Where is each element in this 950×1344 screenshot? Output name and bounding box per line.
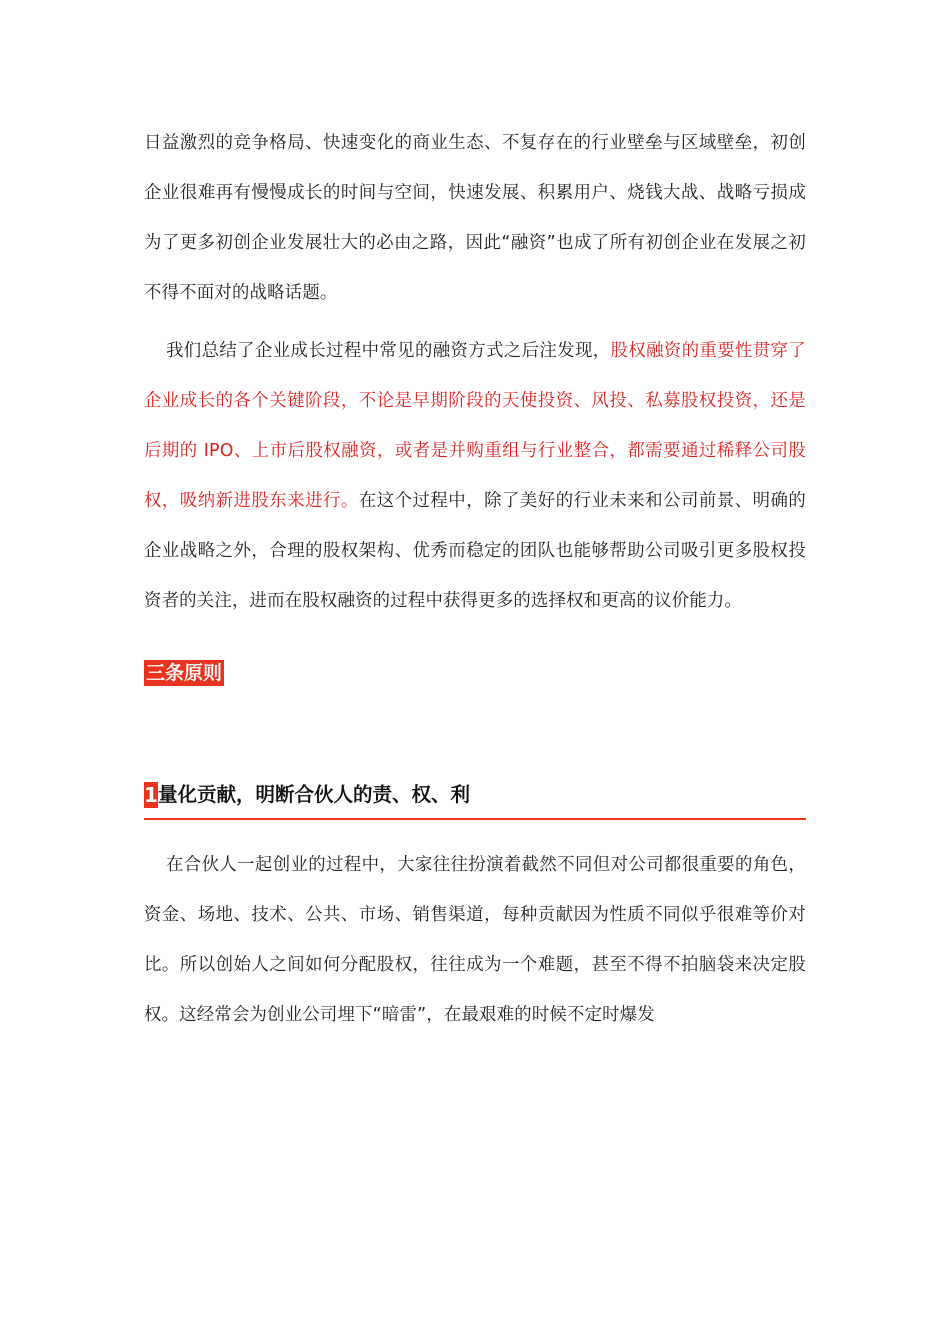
summary-lead: 我们总结了企业成长过程中常见的融资方式之后注发现， — [166, 341, 611, 361]
intro-paragraph: 日益激烈的竞争格局、快速变化的商业生态、不复存在的行业壁垒与区域壁垒，初创企业很难再有慢慢成长的时间与空间，快速发展、积累用户、烧钱大战、战略亏损成为了更多初创企业发展壮大的必由之路，因此“融资”也成了所有初创企业在发展之初不得不面对的战略话题。 — [144, 133, 806, 303]
article-body — [144, 118, 806, 1040]
summary-paragraph — [144, 326, 806, 626]
principle-body: 在合伙人一起创业的过程中，大家往往扮演着截然不同但对公司都很重要的角色，资金、场地、技术、公共、市场、销售渠道，每种贡献因为性质不同似乎很难等价对比。所以创始人之间如何分配股权，往往成为一个难题，甚至不得不拍脑袋来决定股权。这经常会为创业公司埋下“暗雷”，在最艰难的时候不定时爆发 — [144, 855, 806, 1025]
section-tag: 三条原则 — [146, 662, 223, 684]
principle-heading — [144, 780, 806, 820]
summary-highlight: 股权融资的重要性贯穿了企业成长的各个关键阶段，不论是早期阶段的天使投资、风投、私募股权投资，还是后期的 IPO、上市后股权融资，或者是并购重组与行业整合，都需要通过稀释公司股权，吸纳新进股东来进行。 — [144, 341, 806, 511]
principle-title: 量化贡献，明断合伙人的责、权、利 — [158, 783, 471, 806]
summary-tail: 在这个过程中，除了美好的行业未来和公司前景、明确的企业战略之外，合理的股权架构、优秀而稳定的团队也能够帮助公司吸引更多股权投资者的关注，进而在股权融资的过程中获得更多的选择权和更高的议价能力。 — [144, 491, 806, 611]
principle-number-badge: 1 — [144, 783, 158, 807]
